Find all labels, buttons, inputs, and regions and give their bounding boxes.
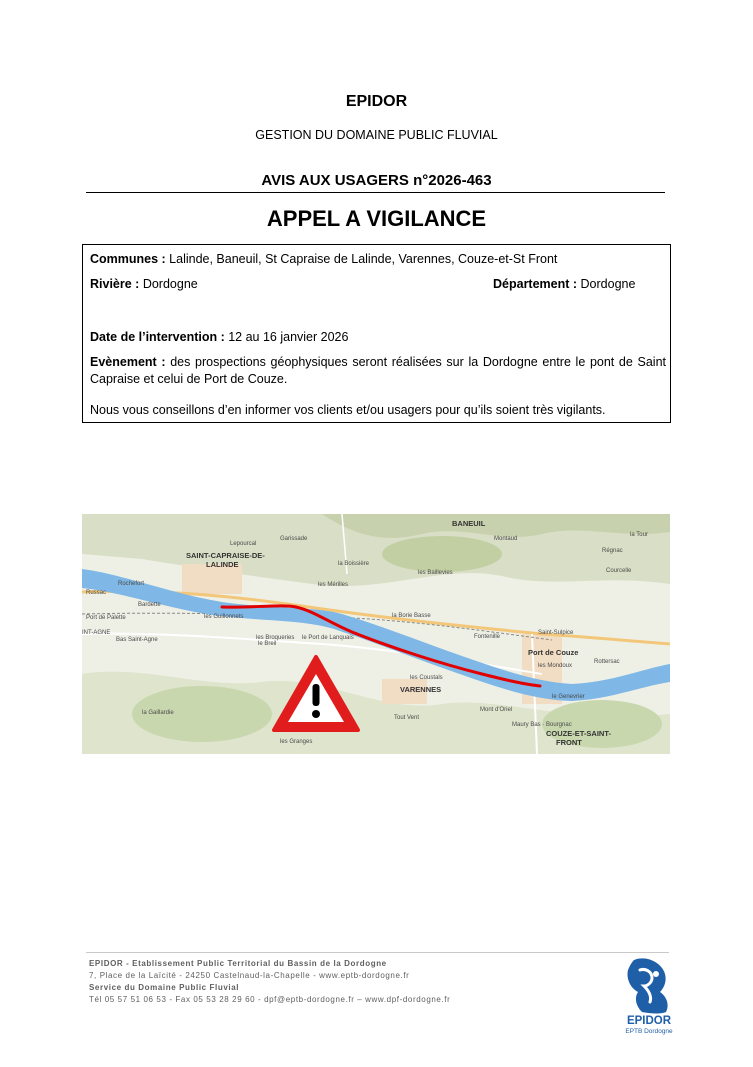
label-le-port-de-lanquais: le Port de Lanquais <box>302 635 354 641</box>
label-les-merilles: les Mérilles <box>318 582 349 588</box>
notice-info-box <box>82 244 671 423</box>
riviere-label: Rivière : <box>90 277 140 291</box>
label-tout-vent: Tout Vent <box>394 715 420 721</box>
label-maury-bas: Maury Bas · Bourgnac <box>512 722 572 728</box>
departement-label: Département : <box>493 277 578 291</box>
forest-north <box>382 536 502 572</box>
intervention-map <box>82 514 670 754</box>
label-les-guillonnets: les Guillonnets <box>204 614 244 620</box>
label-varennes: VARENNES <box>400 685 442 694</box>
label-la-gaillardie: la Gaillardie <box>142 710 174 716</box>
departement-line <box>493 276 635 293</box>
footer-service-line: Service du Domaine Public Fluvial <box>89 983 240 992</box>
label-baneuil: BANEUIL <box>452 519 486 528</box>
label-le-breil: le Breil <box>258 641 277 647</box>
label-mont-d-oriel: Mont d'Oriel <box>480 707 513 713</box>
label-les-baillevies: les Baillevies <box>418 570 453 576</box>
advice-line: Nous vous conseillons d’en informer vos clients et/ou usagers pour qu’ils soient très vigilants. <box>90 403 606 417</box>
date-line <box>90 329 348 346</box>
communes-label: Communes : <box>90 252 166 266</box>
label-lepourcal: Lepourcal <box>230 541 257 547</box>
label-bas-saint-agne: Bas Saint-Agne <box>116 637 158 643</box>
label-la-boissiere: la Boissière <box>338 561 370 567</box>
riviere-line <box>90 276 198 293</box>
logo-subtitle: EPTB Dordogne <box>625 1028 673 1035</box>
communes-value: Lalinde, Baneuil, St Capraise de Lalinde, Varennes, Couze-et-St Front <box>165 252 558 266</box>
label-bardette: Bardette <box>138 602 161 608</box>
label-le-genevrier: le Genevrier <box>552 694 585 700</box>
footer-contact <box>89 958 609 1006</box>
label-la-borie-basse: la Borie Basse <box>392 613 431 619</box>
label-les-coustals: les Coustals <box>410 675 443 681</box>
event-value: des prospections géophysiques seront réalisées sur la Dordogne entre le pont de Saint Capraise et celui de Port de Couze. <box>90 355 666 386</box>
page-headline: APPEL A VIGILANCE <box>266 206 487 231</box>
label-front: FRONT <box>556 738 582 747</box>
label-port-de-palette: Port de Palette <box>86 615 126 621</box>
label-courcelle: Courcelle <box>606 568 632 574</box>
label-la-tour: la Tour <box>630 532 648 538</box>
label-les-broqueries: les Broqueries <box>256 635 295 641</box>
communes-line <box>90 251 557 268</box>
date-label: Date de l’intervention : <box>90 330 225 344</box>
label-les-mondoux: les Mondoux <box>538 663 573 669</box>
label-russac: Russac <box>86 590 107 596</box>
event-label: Evènement : <box>90 355 166 369</box>
logo-wordmark: EPIDOR <box>626 1015 672 1027</box>
footer-divider <box>86 952 669 953</box>
service-subtitle: GESTION DU DOMAINE PUBLIC FLUVIAL <box>255 128 498 142</box>
label-lalinde: LALINDE <box>206 560 239 569</box>
label-saint-sulpice: Saint-Sulpice <box>538 630 574 636</box>
label-port-de-couze: Port de Couze <box>528 648 579 657</box>
date-value: 12 au 16 janvier 2026 <box>224 330 349 344</box>
organization-title: EPIDOR <box>345 93 408 110</box>
label-saint-capraise: SAINT-CAPRAISE-DE- <box>186 551 265 560</box>
footer-address-line: 7, Place de la Laïcité - 24250 Castelnaud-la-Chapelle - www.eptb-dordogne.fr <box>89 971 410 980</box>
departement-value: Dordogne <box>577 277 636 291</box>
label-rochefort: Rochefort <box>118 581 145 587</box>
label-couze: COUZE-ET-SAINT- <box>546 729 611 738</box>
riviere-value: Dordogne <box>139 277 198 291</box>
event-line <box>90 354 666 388</box>
label-garissade: Garissade <box>280 536 308 542</box>
map-canvas <box>82 514 670 754</box>
label-montaud: Montaud <box>494 536 518 542</box>
label-regnac: Régnac <box>602 548 623 554</box>
label-saint-agne: INT-AGNE <box>82 630 111 636</box>
label-rottersac: Rottersac <box>594 659 620 665</box>
label-fontenille: Fontenille <box>474 634 501 640</box>
footer-phone-line: Tél 05 57 51 06 53 - Fax 05 53 28 29 60 - dpf@eptb-dordogne.fr – www.dpf-dordogne.fr <box>89 995 451 1004</box>
header-divider <box>86 192 665 193</box>
label-les-granges: les Granges <box>280 739 313 745</box>
notice-number: AVIS AUX USAGERS n°2026-463 <box>261 172 492 189</box>
footer-org-line: EPIDOR - Etablissement Public Territorial du Bassin de la Dordogne <box>89 959 387 968</box>
